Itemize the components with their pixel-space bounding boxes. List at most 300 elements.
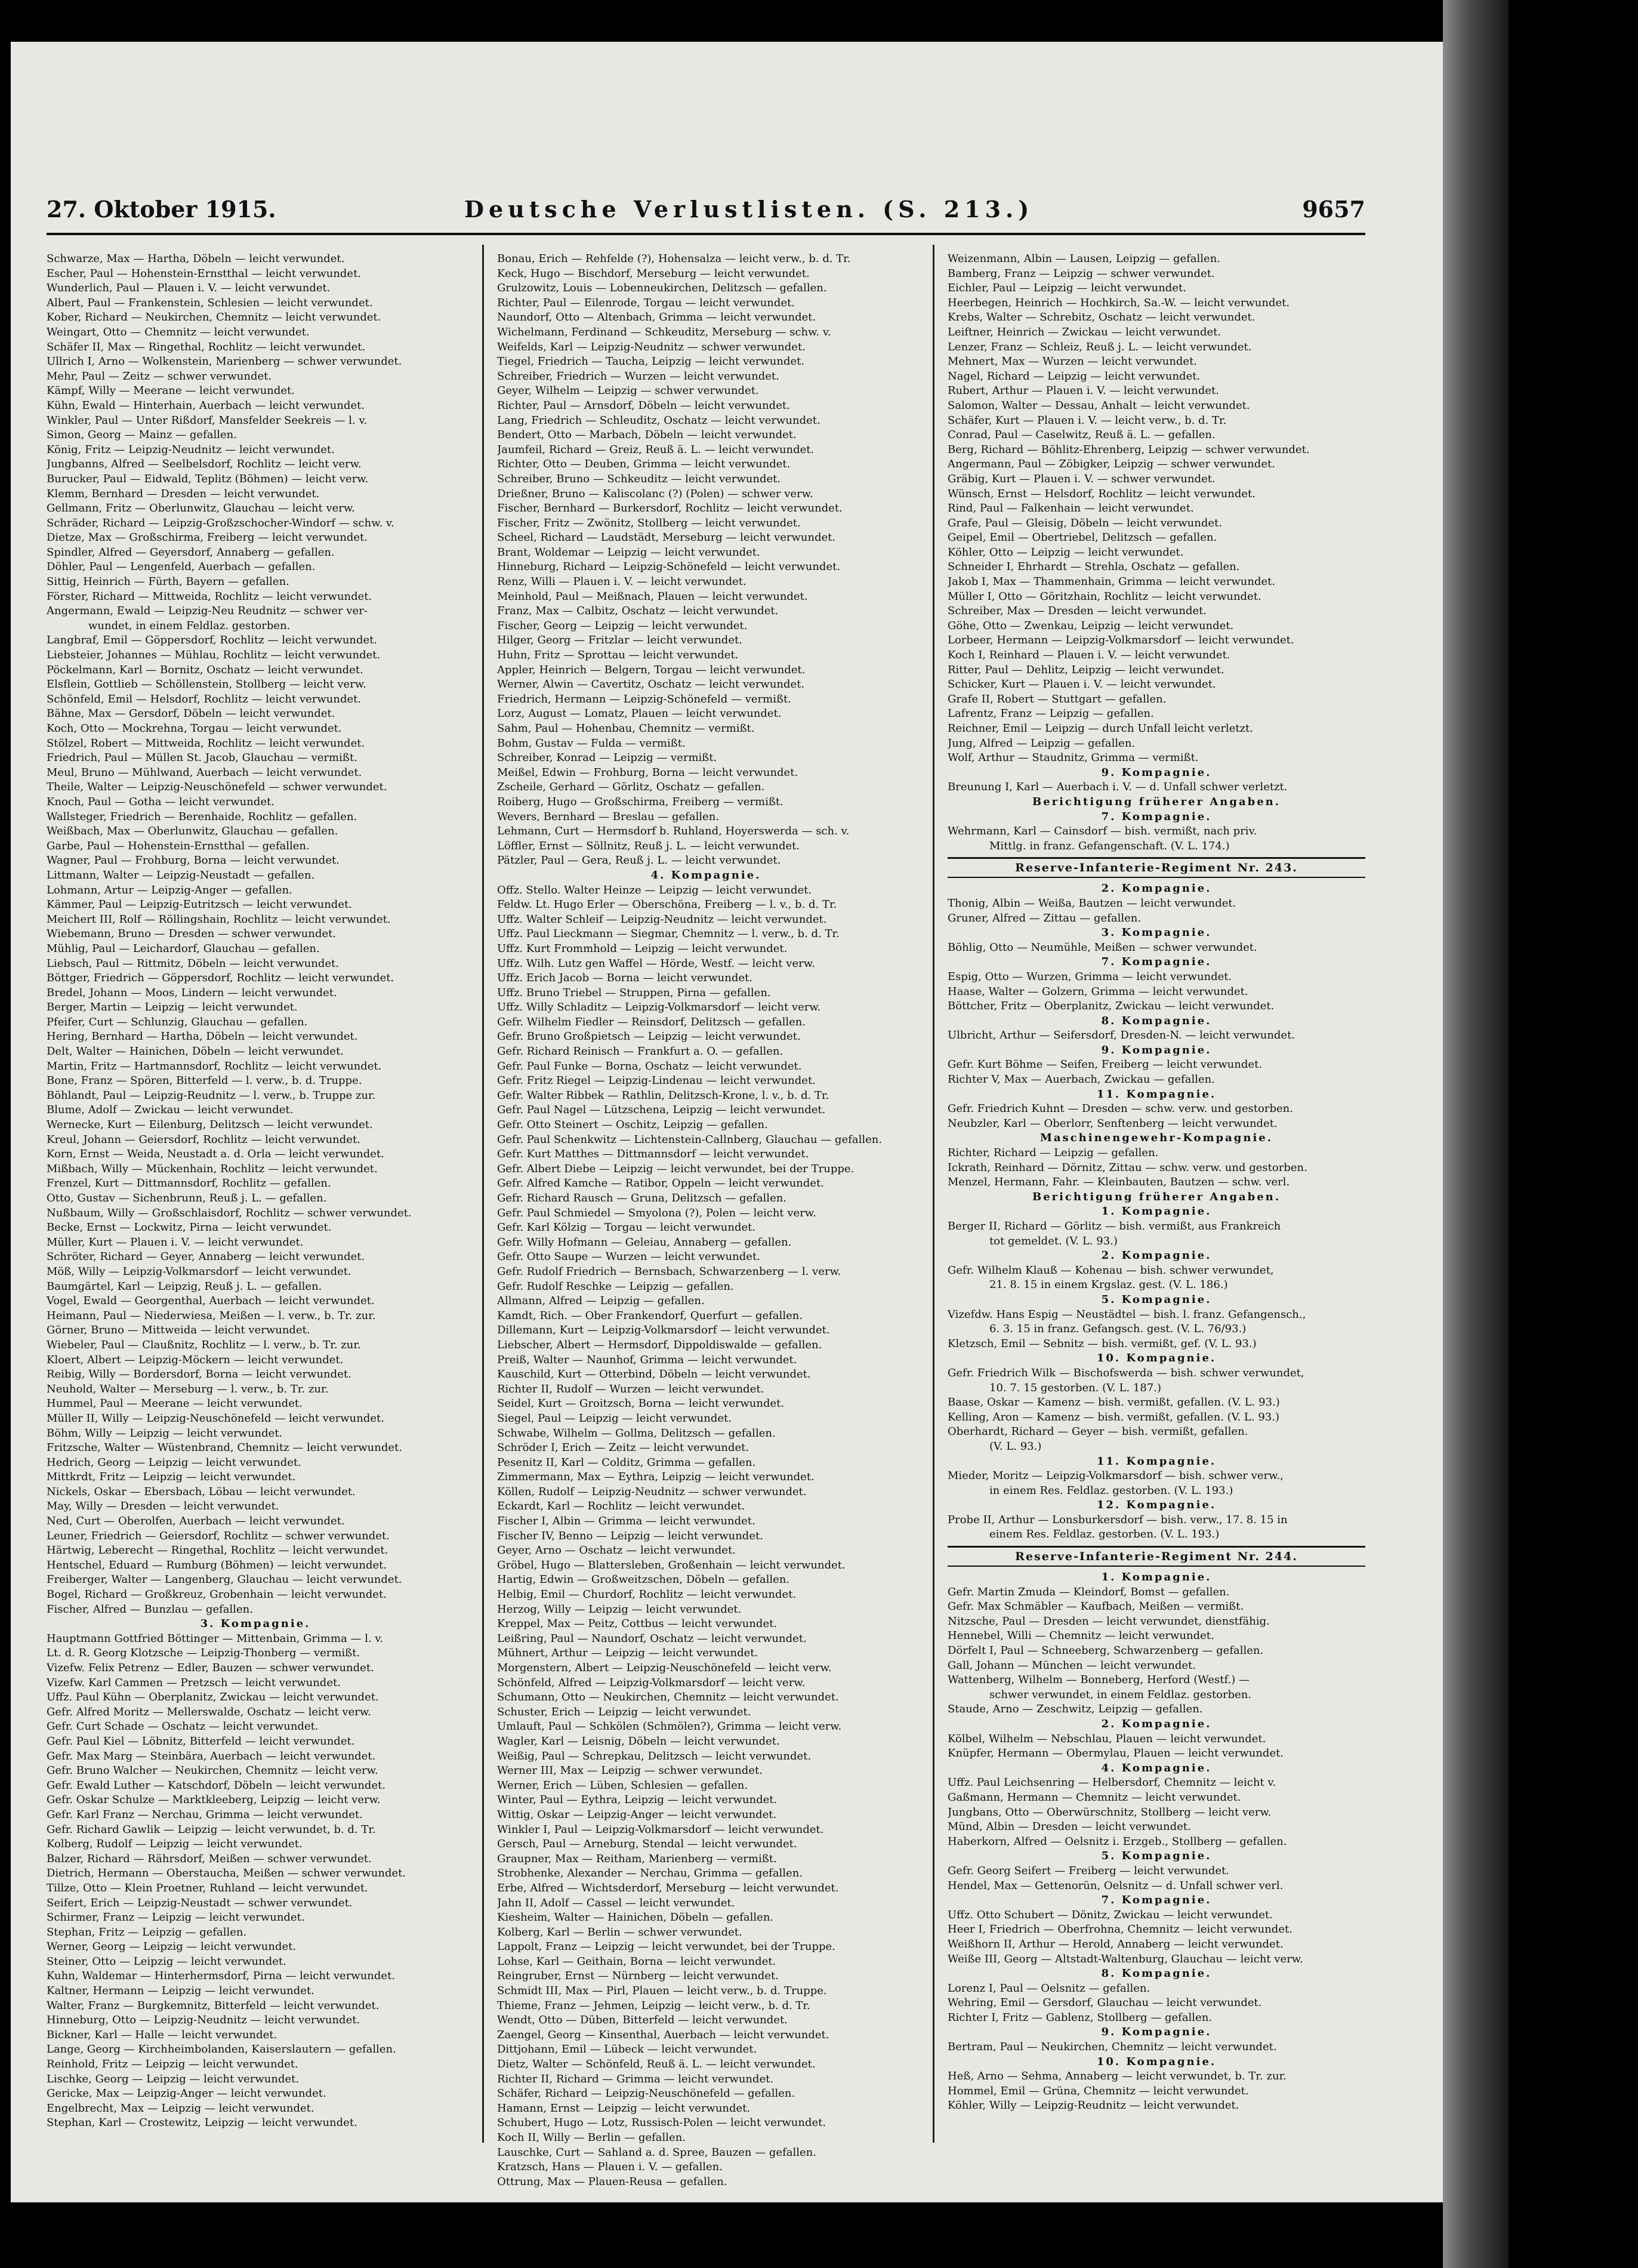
header-rule [47, 233, 1365, 235]
casualty-entry: Gefr. Willy Hofmann — Geleiau, Annaberg — gefallen. [497, 1235, 792, 1249]
casualty-entry: Strobhenke, Alexander — Nerchau, Grimma — gefallen. [497, 1867, 803, 1880]
section-heading: 5. Kompagnie. [1101, 1850, 1212, 1863]
casualty-entry: Richter, Otto — Deuben, Grimma — leicht verwundet. [497, 458, 791, 471]
section-heading: Berichtigung früherer Angaben. [1032, 1190, 1281, 1203]
casualty-entry: Schönfeld, Alfred — Leipzig-Volkmarsdorf — leicht verw. [497, 1676, 806, 1689]
section-heading: 1. Kompagnie. [1101, 1205, 1212, 1218]
casualty-entry: Bone, Franz — Spören, Bitterfeld — l. verw., b. d. Truppe. [47, 1074, 362, 1087]
section-heading: 4. Kompagnie. [650, 868, 761, 882]
casualty-entry: Kolberg, Karl — Berlin — schwer verwundet. [497, 1925, 742, 1939]
casualty-entry: Weiße III, Georg — Altstadt-Waltenburg, Glauchau — leicht verw. [948, 1952, 1303, 1965]
casualty-entry: Gefr. Georg Seifert — Freiberg — leicht verwundet. [948, 1864, 1230, 1877]
casualty-entry: Gefr. Otto Saupe — Wurzen — leicht verwundet. [497, 1250, 760, 1264]
casualty-entry: Dillemann, Kurt — Leipzig-Volkmarsdorf — leicht verwundet. [497, 1324, 830, 1337]
casualty-entry: Winkler, Paul — Unter Rißdorf, Mansfelder Seekreis — l. v. [47, 414, 368, 427]
casualty-entry: Schicker, Kurt — Plauen i. V. — leicht verwundet. [948, 678, 1216, 691]
casualty-entry: Weißig, Paul — Schrepkau, Delitzsch — leicht verwundet. [497, 1749, 812, 1762]
casualty-entry: Uffz. Bruno Triebel — Struppen, Pirna — gefallen. [497, 986, 771, 999]
casualty-entry: Mieder, Moritz — Leipzig-Volkmarsdorf — bish. schwer verw., [948, 1469, 1284, 1483]
casualty-entry: Richter, Paul — Eilenrode, Torgau — leicht verwundet. [497, 296, 795, 309]
casualty-entry: Gefr. Curt Schade — Oschatz — leicht verwundet. [47, 1720, 319, 1733]
regiment-heading: Reserve-Infanterie-Regiment Nr. 244. [948, 1546, 1365, 1567]
column-divider [933, 245, 934, 2143]
casualty-entry: Mißbach, Willy — Mückenhain, Rochlitz — leicht verwundet. [47, 1162, 378, 1175]
casualty-entry: Zimmermann, Max — Eythra, Leipzig — leicht verwundet. [497, 1471, 815, 1484]
casualty-entry: Gellmann, Fritz — Oberlunwitz, Glauchau — leicht verw. [47, 502, 355, 515]
section-heading: 2. Kompagnie. [1101, 882, 1212, 895]
casualty-entry: Werner III, Max — Leipzig — schwer verwundet. [497, 1764, 763, 1777]
section-heading: 9. Kompagnie. [1101, 766, 1212, 779]
casualty-entry: Gefr. Richard Rausch — Gruna, Delitzsch — gefallen. [497, 1192, 787, 1204]
casualty-entry: Staude, Arno — Zeschwitz, Leipzig — gefallen. [948, 1703, 1203, 1716]
section-heading: 7. Kompagnie. [1101, 810, 1212, 823]
casualty-entry: Uffz. Paul Lieckmann — Siegmar, Chemnitz — l. verw., b. d. Tr. [497, 927, 840, 941]
casualty-entry: Gefr. Karl Franz — Nerchau, Grimma — leicht verwundet. [47, 1808, 363, 1821]
casualty-entry: Richter II, Richard — Grimma — leicht verwundet. [497, 2072, 774, 2085]
casualty-entry: Thieme, Franz — Jehmen, Leipzig — leicht verw., b. d. Tr. [497, 1999, 810, 2012]
casualty-entry: Siegel, Paul — Leipzig — leicht verwundet. [497, 1412, 732, 1425]
casualty-entry: Keck, Hugo — Bischdorf, Merseburg — leicht verwundet. [497, 267, 810, 280]
casualty-entry: Hendel, Max — Gettenorün, Oelsnitz — d. Unfall schwer verl. [948, 1879, 1284, 1892]
casualty-entry: Göhe, Otto — Zwenkau, Leipzig — leicht verwundet. [948, 619, 1234, 632]
section-heading: 2. Kompagnie. [1101, 1249, 1212, 1262]
casualty-entry: Lappolt, Franz — Leipzig — leicht verwundet, bei der Truppe. [497, 1940, 835, 1953]
casualty-entry: Knüpfer, Hermann — Obermylau, Plauen — leicht verwundet. [948, 1747, 1284, 1760]
casualty-entry: Renz, Willi — Plauen i. V. — leicht verwundet. [497, 575, 746, 588]
casualty-entry: Uffz. Willy Schladitz — Leipzig-Volkmarsdorf — leicht verw. [497, 1001, 821, 1014]
casualty-entry: Kreppel, Max — Peitz, Cottbus — leicht verwundet. [497, 1617, 778, 1631]
casualty-entry: Roiberg, Hugo — Großschirma, Freiberg — vermißt. [497, 795, 783, 808]
casualty-entry: Wattenberg, Wilhelm — Bonneberg, Herford (Westf.) — [948, 1674, 1250, 1687]
page-header [47, 196, 1365, 228]
casualty-entry: Offz. Stello. Walter Heinze — Leipzig — leicht verwundet. [497, 883, 812, 896]
text-column-left [47, 252, 464, 2131]
casualty-entry: Gefr. Fritz Riegel — Leipzig-Lindenau — leicht verwundet. [497, 1074, 816, 1087]
casualty-entry: Appler, Heinrich — Belgern, Torgau — leicht verwundet. [497, 663, 806, 676]
casualty-entry: Fischer IV, Benno — Leipzig — leicht verwundet. [497, 1529, 763, 1542]
casualty-entry: Uffz. Paul Leichsenring — Helbersdorf, Chemnitz — leicht v. [948, 1776, 1276, 1789]
casualty-entry: Richter II, Rudolf — Wurzen — leicht verwundet. [497, 1382, 764, 1395]
casualty-entry: Morgenstern, Albert — Leipzig-Neuschönefeld — leicht verw. [497, 1662, 832, 1674]
casualty-entry: Gefr. Alfred Kamche — Ratibor, Oppeln — leicht verwundet. [497, 1177, 825, 1190]
casualty-entry: Dörfelt I, Paul — Schneeberg, Schwarzenberg — gefallen. [948, 1644, 1264, 1657]
section-heading: 8. Kompagnie. [1101, 1014, 1212, 1027]
casualty-entry: Friedrich, Paul — Müllen St. Jacob, Glauchau — vermißt. [47, 751, 357, 765]
section-heading: 9. Kompagnie. [1101, 2026, 1212, 2039]
casualty-entry: einem Res. Feldlaz. gestorben. (V. L. 193.) [989, 1528, 1220, 1541]
casualty-entry: Schräder, Richard — Leipzig-Großzschocher-Windorf — schw. v. [47, 516, 394, 529]
casualty-entry: Blume, Adolf — Zwickau — leicht verwundet. [47, 1104, 294, 1117]
casualty-entry: Vizefdw. Hans Espig — Neustädtel — bish. l. franz. Gefangensch., [948, 1308, 1306, 1321]
casualty-entry: Eckardt, Karl — Rochlitz — leicht verwundet. [497, 1500, 745, 1513]
casualty-entry: schwer verwundet, in einem Feldlaz. gestorben. [989, 1688, 1252, 1701]
casualty-entry: Görner, Bruno — Mittweida — leicht verwundet. [47, 1324, 310, 1337]
casualty-entry: Mittkrdt, Fritz — Leipzig — leicht verwundet. [47, 1471, 296, 1484]
casualty-entry: Gefr. Rudolf Friedrich — Bernsbach, Schwarzenberg — l. verw. [497, 1265, 841, 1278]
casualty-entry: Mittlg. in franz. Gefangenschaft. (V. L. 174.) [989, 839, 1230, 852]
casualty-entry: Ulbricht, Arthur — Seifersdorf, Dresden-N. — leicht verwundet. [948, 1029, 1295, 1042]
casualty-entry: Walter, Franz — Burgkemnitz, Bitterfeld — leicht verwundet. [47, 1999, 380, 2012]
casualty-entry: Schäfer, Richard — Leipzig-Neuschönefeld — gefallen. [497, 2087, 795, 2100]
casualty-entry: König, Fritz — Leipzig-Neudnitz — leicht verwundet. [47, 443, 335, 456]
casualty-entry: Gefr. Walter Ribbek — Rathlin, Delitzsch-Krone, l. v., b. d. Tr. [497, 1089, 829, 1102]
casualty-entry: Lauschke, Curt — Sahland a. d. Spree, Bauzen — gefallen. [497, 2146, 816, 2159]
casualty-entry: Bogel, Richard — Großkreuz, Grobenhain — leicht verwundet. [47, 1588, 387, 1601]
casualty-entry: Döhler, Paul — Lengenfeld, Auerbach — gefallen. [47, 560, 316, 574]
casualty-entry: Schröder I, Erich — Zeitz — leicht verwundet. [497, 1441, 749, 1455]
casualty-entry: Grafe, Paul — Gleisig, Döbeln — leicht verwundet. [948, 516, 1222, 529]
section-heading: 2. Kompagnie. [1101, 1718, 1212, 1730]
text-column-middle [497, 252, 915, 2189]
casualty-entry: Heer I, Friedrich — Oberfrohna, Chemnitz — leicht verwundet. [948, 1923, 1292, 1936]
casualty-entry: Huhn, Fritz — Sprottau — leicht verwundet. [497, 649, 739, 662]
casualty-entry: Koch, Otto — Mockrehna, Torgau — leicht verwundet. [47, 722, 342, 735]
casualty-entry: Gröbel, Hugo — Blattersleben, Großenhain — leicht verwundet. [497, 1558, 846, 1571]
casualty-entry: Stephan, Fritz — Leipzig — gefallen. [47, 1925, 247, 1939]
casualty-entry: Tiegel, Friedrich — Taucha, Leipzig — leicht verwundet. [497, 355, 805, 368]
casualty-entry: Vogel, Ewald — Georgenthal, Auerbach — leicht verwundet. [47, 1295, 375, 1308]
casualty-entry: Bickner, Karl — Halle — leicht verwundet. [47, 2028, 277, 2041]
casualty-entry: Jahn II, Adolf — Cassel — leicht verwundet. [497, 1896, 735, 1909]
casualty-entry: Probe II, Arthur — Lonsburkersdorf — bish. verw., 17. 8. 15 in [948, 1513, 1288, 1526]
casualty-entry: Böttcher, Fritz — Oberplanitz, Zwickau — leicht verwundet. [948, 1000, 1275, 1013]
casualty-entry: Gefr. Kurt Matthes — Dittmannsdorf — leicht verwundet. [497, 1148, 809, 1161]
casualty-entry: Lorz, August — Lomatz, Plauen — leicht verwundet. [497, 707, 782, 720]
casualty-entry: Köhler, Otto — Leipzig — leicht verwundet. [948, 546, 1184, 559]
casualty-entry: Böhlig, Otto — Neumühle, Meißen — schwer verwundet. [948, 941, 1257, 954]
section-heading: 12. Kompagnie. [1096, 1499, 1217, 1512]
casualty-entry: Mehr, Paul — Zeitz — schwer verwundet. [47, 369, 272, 383]
casualty-entry: Wiebemann, Bruno — Dresden — schwer verwundet. [47, 927, 337, 941]
casualty-entry: Lafrentz, Franz — Leipzig — gefallen. [948, 707, 1154, 720]
casualty-entry: Wallsteger, Friedrich — Berenhaide, Rochlitz — gefallen. [47, 810, 357, 823]
casualty-entry: Fischer I, Albin — Grimma — leicht verwundet. [497, 1515, 755, 1528]
casualty-entry: Richter V, Max — Auerbach, Zwickau — gefallen. [948, 1073, 1215, 1086]
casualty-entry: in einem Res. Feldlaz. gestorben. (V. L. 193.) [989, 1484, 1233, 1497]
casualty-entry: Lohse, Karl — Geithain, Borna — leicht verwundet. [497, 1955, 776, 1968]
casualty-entry: Wendt, Otto — Düben, Bitterfeld — leicht verwundet. [497, 2014, 788, 2027]
casualty-entry: Meichert III, Rolf — Röllingshain, Rochlitz — leicht verwundet. [47, 913, 391, 926]
casualty-entry: Dietz, Walter — Schönfeld, Reuß ä. L. — leicht verwundet. [497, 2058, 816, 2071]
casualty-entry: Helbig, Emil — Churdorf, Rochlitz — leicht verwundet. [497, 1588, 797, 1601]
column-divider [482, 245, 484, 2143]
casualty-entry: Wolf, Arthur — Staudnitz, Grimma — vermißt. [948, 751, 1199, 765]
casualty-entry: Neuhold, Walter — Merseburg — l. verw., b. Tr. zur. [47, 1382, 329, 1395]
casualty-entry: Geyer, Arno — Oschatz — leicht verwundet. [497, 1544, 736, 1557]
casualty-entry: Reichner, Emil — Leipzig — durch Unfall leicht verletzt. [948, 722, 1254, 735]
casualty-entry: Gaßmann, Hermann — Chemnitz — leicht verwundet. [948, 1791, 1241, 1804]
casualty-entry: Wevers, Bernhard — Breslau — gefallen. [497, 810, 720, 823]
casualty-entry: Reinhold, Fritz — Leipzig — leicht verwundet. [47, 2058, 298, 2071]
casualty-entry: Müller, Kurt — Plauen i. V. — leicht verwundet. [47, 1235, 304, 1249]
casualty-entry: Kletzsch, Emil — Sebnitz — bish. vermißt, gef. (V. L. 93.) [948, 1337, 1257, 1350]
casualty-entry: Espig, Otto — Wurzen, Grimma — leicht verwundet. [948, 970, 1232, 983]
casualty-entry: Knoch, Paul — Gotha — leicht verwundet. [47, 795, 274, 808]
casualty-entry: Neubzler, Karl — Oberlorr, Senftenberg — leicht verwundet. [948, 1117, 1278, 1130]
casualty-entry: Müller II, Willy — Leipzig-Neuschönefeld — leicht verwundet. [47, 1412, 384, 1425]
casualty-entry: Weingart, Otto — Chemnitz — leicht verwundet. [47, 325, 310, 338]
casualty-entry: Hedrich, Georg — Leipzig — leicht verwundet. [47, 1456, 301, 1469]
casualty-entry: Uffz. Walter Schleif — Leipzig-Neudnitz — leicht verwundet. [497, 913, 827, 926]
casualty-entry: Kreul, Johann — Geiersdorf, Rochlitz — leicht verwundet. [47, 1133, 360, 1146]
casualty-entry: Jungbans, Otto — Oberwürschnitz, Stollberg — leicht verw. [948, 1805, 1272, 1819]
section-heading: 11. Kompagnie. [1096, 1087, 1217, 1101]
casualty-entry: Lt. d. R. Georg Klotzsche — Leipzig-Thonberg — vermißt. [47, 1647, 360, 1660]
casualty-entry: Hamann, Ernst — Leipzig — leicht verwundet. [497, 2101, 751, 2115]
casualty-entry: Ritter, Paul — Dehlitz, Leipzig — leicht verwundet. [948, 663, 1224, 676]
casualty-entry: Fischer, Georg — Leipzig — leicht verwundet. [497, 619, 748, 632]
casualty-entry: Gräbig, Kurt — Plauen i. V. — schwer verwundet. [948, 472, 1216, 485]
casualty-entry: Nagel, Richard — Leipzig — leicht verwundet. [948, 369, 1201, 383]
casualty-entry: Baase, Oskar — Kamenz — bish. vermißt, gefallen. (V. L. 93.) [948, 1396, 1280, 1409]
casualty-entry: Heß, Arno — Sehma, Annaberg — leicht verwundet, b. Tr. zur. [948, 2070, 1287, 2083]
casualty-entry: Dietrich, Hermann — Oberstaucha, Meißen — schwer verwundet. [47, 1867, 406, 1880]
casualty-entry: Gefr. Paul Schenkwitz — Lichtenstein-Callnberg, Glauchau — gefallen. [497, 1133, 883, 1146]
casualty-entry: Gefr. Oskar Schulze — Marktkleeberg, Leipzig — leicht verw. [47, 1794, 381, 1807]
section-heading: 3. Kompagnie. [200, 1617, 311, 1631]
casualty-entry: Möß, Willy — Leipzig-Volkmarsdorf — leicht verwundet. [47, 1265, 351, 1278]
casualty-entry: Schuster, Erich — Leipzig — leicht verwundet. [497, 1705, 751, 1718]
casualty-entry: Garbe, Paul — Hohenstein-Ernstthal — gefallen. [47, 839, 310, 852]
casualty-entry: Feldw. Lt. Hugo Erler — Oberschöna, Freiberg — l. v., b. d. Tr. [497, 898, 837, 911]
casualty-entry: Fischer, Bernhard — Burkersdorf, Rochlitz — leicht verwundet. [497, 502, 843, 515]
casualty-entry: Conrad, Paul — Caselwitz, Reuß ä. L. — gefallen. [948, 429, 1216, 442]
casualty-entry: Heimann, Paul — Niederwiesa, Meißen — l. verw., b. Tr. zur. [47, 1309, 376, 1322]
casualty-entry: Lenzer, Franz — Schleiz, Reuß j. L. — leicht verwundet. [948, 340, 1252, 353]
casualty-entry: Otto, Gustav — Sichenbrunn, Reuß j. L. — gefallen. [47, 1192, 327, 1204]
casualty-entry: Vizefw. Felix Petrenz — Edler, Bauzen — schwer verwundet. [47, 1662, 374, 1674]
casualty-entry: Köllen, Rudolf — Leipzig-Neudnitz — schwer verwundet. [497, 1485, 807, 1498]
casualty-entry: Schubert, Hugo — Lotz, Russisch-Polen — leicht verwundet. [497, 2116, 826, 2130]
casualty-entry: Werner, Alwin — Cavertitz, Oschatz — leicht verwundet. [497, 678, 805, 691]
casualty-entry: Oberhardt, Richard — Geyer — bish. vermißt, gefallen. [948, 1425, 1248, 1438]
casualty-entry: Winter, Paul — Eythra, Leipzig — leicht verwundet. [497, 1794, 778, 1807]
casualty-entry: Gefr. Rudolf Reschke — Leipzig — gefallen. [497, 1280, 734, 1293]
casualty-entry: Friedrich, Hermann — Leipzig-Schönefeld — vermißt. [497, 692, 791, 705]
section-heading: 7. Kompagnie. [1101, 1894, 1212, 1907]
casualty-entry: Gericke, Max — Leipzig-Anger — leicht verwundet. [47, 2087, 326, 2100]
casualty-entry: Drießner, Bruno — Kaliscolanc (?) (Polen) — schwer verw. [497, 487, 813, 500]
casualty-entry: Meul, Bruno — Mühlwand, Auerbach — leicht verwundet. [47, 766, 362, 779]
casualty-entry: Wichelmann, Ferdinand — Schkeuditz, Merseburg — schw. v. [497, 325, 831, 338]
casualty-entry: Nußbaum, Willy — Großschlaisdorf, Rochlitz — schwer verwundet. [47, 1206, 412, 1219]
casualty-entry: Gefr. Friedrich Wilk — Bischofswerda — bish. schwer verwundet, [948, 1366, 1304, 1379]
casualty-entry: Hennebel, Willi — Chemnitz — leicht verwundet. [948, 1629, 1214, 1643]
casualty-entry: Jakob I, Max — Thammenhain, Grimma — leicht verwundet. [948, 575, 1276, 588]
casualty-entry: Böhm, Willy — Leipzig — leicht verwundet. [47, 1426, 283, 1440]
casualty-entry: Stölzel, Robert — Mittweida, Rochlitz — leicht verwundet. [47, 737, 365, 750]
casualty-entry: Liebscher, Albert — Hermsdorf, Dippoldiswalde — gefallen. [497, 1338, 822, 1351]
casualty-entry: Kamdt, Rich. — Ober Frankendorf, Querfurt — gefallen. [497, 1309, 803, 1322]
casualty-entry: Grulzowitz, Louis — Lobenneukirchen, Delitzsch — gefallen. [497, 282, 827, 295]
casualty-entry: Jung, Alfred — Leipzig — gefallen. [948, 737, 1136, 750]
casualty-entry: Ickrath, Reinhard — Dörnitz, Zittau — schw. verw. und gestorben. [948, 1161, 1307, 1174]
casualty-entry: Ullrich I, Arno — Wolkenstein, Marienberg — schwer verwundet. [47, 355, 402, 368]
casualty-entry: Becke, Ernst — Lockwitz, Pirna — leicht verwundet. [47, 1221, 332, 1234]
section-heading: 5. Kompagnie. [1101, 1293, 1212, 1306]
casualty-entry: Stephan, Karl — Crostewitz, Leipzig — leicht verwundet. [47, 2116, 357, 2130]
casualty-entry: Frenzel, Kurt — Dittmannsdorf, Rochlitz — gefallen. [47, 1177, 331, 1190]
regiment-heading: Reserve-Infanterie-Regiment Nr. 243. [948, 857, 1365, 878]
casualty-entry: Gefr. Martin Zmuda — Kleindorf, Bomst — gefallen. [948, 1585, 1230, 1598]
casualty-entry: Gall, Johann — München — leicht verwundet. [948, 1659, 1196, 1672]
casualty-entry: Angermann, Paul — Zöbigker, Leipzig — schwer verwundet. [948, 458, 1275, 471]
casualty-entry: Allmann, Alfred — Leipzig — gefallen. [497, 1295, 705, 1308]
casualty-entry: tot gemeldet. (V. L. 93.) [989, 1234, 1118, 1247]
casualty-entry: Gefr. Wilhelm Klauß — Kohenau — bish. schwer verwundet, [948, 1264, 1274, 1277]
casualty-entry: 21. 8. 15 in einem Krgslaz. gest. (V. L. 186.) [989, 1278, 1228, 1292]
casualty-entry: Herzog, Willy — Leipzig — leicht verwundet. [497, 1603, 742, 1616]
section-heading: 3. Kompagnie. [1101, 926, 1212, 939]
casualty-entry: Rind, Paul — Falkenhain — leicht verwundet. [948, 502, 1194, 515]
casualty-entry: Uffz. Erich Jacob — Borna — leicht verwundet. [497, 972, 752, 985]
casualty-entry: Bertram, Paul — Neukirchen, Chemnitz — leicht verwundet. [948, 2041, 1277, 2054]
casualty-entry: Engelbrecht, Max — Leipzig — leicht verwundet. [47, 2101, 314, 2115]
casualty-entry: Ottrung, Max — Plauen-Reusa — gefallen. [497, 2175, 727, 2188]
casualty-entry: Berger II, Richard — Görlitz — bish. vermißt, aus Frankreich [948, 1220, 1281, 1232]
casualty-entry: Gefr. Richard Reinisch — Frankfurt a. O. — gefallen. [497, 1045, 783, 1058]
casualty-entry: Kelling, Aron — Kamenz — bish. vermißt, gefallen. (V. L. 93.) [948, 1410, 1279, 1423]
casualty-entry: Wernecke, Kurt — Eilenburg, Delitzsch — leicht verwundet. [47, 1118, 373, 1132]
casualty-entry: Lorbeer, Hermann — Leipzig-Volkmarsdorf — leicht verwundet. [948, 634, 1294, 647]
casualty-entry: Seidel, Kurt — Groitzsch, Borna — leicht verwundet. [497, 1397, 785, 1410]
casualty-entry: Weifelds, Karl — Leipzig-Neudnitz — schwer verwundet. [497, 340, 806, 353]
casualty-entry: Fischer, Alfred — Bunzlau — gefallen. [47, 1603, 253, 1616]
casualty-entry: Menzel, Hermann, Fahr. — Kleinbauten, Bautzen — schw. verl. [948, 1176, 1290, 1189]
casualty-entry: Umlauft, Paul — Schkölen (Schmölen?), Grimma — leicht verw. [497, 1720, 842, 1733]
casualty-entry: Graupner, Max — Reitham, Marienberg — vermißt. [497, 1852, 777, 1865]
casualty-entry: Mühlig, Paul — Leichardorf, Glauchau — gefallen. [47, 942, 320, 955]
casualty-entry: Kaltner, Hermann — Leipzig — leicht verwundet. [47, 1984, 314, 1998]
casualty-entry: Fischer, Fritz — Zwönitz, Stollberg — leicht verwundet. [497, 516, 801, 529]
casualty-entry: Schumann, Otto — Neukirchen, Chemnitz — leicht verwundet. [497, 1691, 839, 1704]
casualty-entry: Gefr. Max Schmäbler — Kaufbach, Meißen — vermißt. [948, 1600, 1244, 1613]
casualty-entry: Förster, Richard — Mittweida, Rochlitz — leicht verwundet. [47, 590, 372, 603]
casualty-entry: Haase, Walter — Golzern, Grimma — leicht verwundet. [948, 985, 1248, 998]
newspaper-page [11, 42, 1443, 2202]
casualty-entry: Gefr. Ewald Luther — Katschdorf, Döbeln — leicht verwundet. [47, 1779, 386, 1792]
casualty-entry: Delt, Walter — Hainichen, Döbeln — leicht verwundet. [47, 1045, 344, 1058]
casualty-entry: Sahm, Paul — Hohenbau, Chemnitz — vermißt. [497, 722, 755, 735]
section-heading: 4. Kompagnie. [1101, 1761, 1212, 1774]
casualty-entry: Burucker, Paul — Eidwald, Teplitz (Böhmen) — leicht verw. [47, 472, 369, 485]
casualty-entry: Kämpf, Willy — Meerane — leicht verwundet. [47, 384, 295, 397]
casualty-entry: Uffz. Otto Schubert — Dönitz, Zwickau — leicht verwundet. [948, 1908, 1273, 1921]
casualty-entry: Gefr. Paul Funke — Borna, Oschatz — leicht verwundet. [497, 1059, 802, 1073]
casualty-entry: Pöckelmann, Karl — Bornitz, Oschatz — leicht verwundet. [47, 663, 363, 676]
casualty-entry: Lorenz I, Paul — Oelsnitz — gefallen. [948, 1982, 1150, 1995]
casualty-entry: Heerbegen, Heinrich — Hochkirch, Sa.-W. — leicht verwundet. [948, 296, 1290, 309]
casualty-entry: Richter I, Fritz — Gablenz, Stollberg — gefallen. [948, 2011, 1213, 2024]
casualty-entry: Kloert, Albert — Leipzig-Möckern — leicht verwundet. [47, 1353, 344, 1366]
casualty-entry: Vizefw. Karl Cammen — Pretzsch — leicht verwundet. [47, 1676, 341, 1689]
casualty-entry: Schneider I, Ehrhardt — Strehla, Oschatz — gefallen. [948, 560, 1240, 574]
casualty-entry: Weizenmann, Albin — Lausen, Leipzig — gefallen. [948, 252, 1221, 265]
casualty-entry: Steiner, Otto — Leipzig — leicht verwundet. [47, 1955, 286, 1968]
casualty-entry: Wagner, Paul — Frohburg, Borna — leicht verwundet. [47, 854, 340, 867]
casualty-entry: Langbraf, Emil — Göppersdorf, Rochlitz — leicht verwundet. [47, 634, 378, 647]
casualty-entry: Martin, Fritz — Hartmannsdorf, Rochlitz — leicht verwundet. [47, 1059, 382, 1073]
casualty-entry: Rubert, Arthur — Plauen i. V. — leicht verwundet. [948, 384, 1219, 397]
casualty-entry: Leuner, Friedrich — Geiersdorf, Rochlitz — schwer verwundet. [47, 1529, 390, 1542]
casualty-entry: Wiebeler, Paul — Claußnitz, Rochlitz — l. verw., b. Tr. zur. [47, 1338, 361, 1351]
casualty-entry: Sittig, Heinrich — Fürth, Bayern — gefallen. [47, 575, 289, 588]
casualty-entry: Härtwig, Leberecht — Ringethal, Rochlitz — leicht verwundet. [47, 1544, 388, 1557]
casualty-entry: Gefr. Bruno Walcher — Neukirchen, Chemnitz — leicht verw. [47, 1764, 378, 1777]
casualty-entry: Pätzler, Paul — Gera, Reuß j. L. — leicht verwundet. [497, 854, 781, 867]
casualty-entry: Schönfeld, Emil — Helsdorf, Rochlitz — leicht verwundet. [47, 692, 362, 705]
casualty-entry: Schäfer II, Max — Ringethal, Rochlitz — leicht verwundet. [47, 340, 366, 353]
casualty-entry: Bendert, Otto — Marbach, Döbeln — leicht verwundet. [497, 429, 797, 442]
casualty-entry: Böhlandt, Paul — Leipzig-Reudnitz — l. verw., b. Truppe zur. [47, 1089, 376, 1102]
casualty-entry: Uffz. Paul Kühn — Oberplanitz, Zwickau — leicht verwundet. [47, 1691, 379, 1704]
casualty-entry: Franz, Max — Calbitz, Oschatz — leicht verwundet. [497, 605, 779, 618]
casualty-entry: Theile, Walter — Leipzig-Neuschönefeld — schwer verwundet. [47, 781, 387, 794]
casualty-entry: Kölbel, Wilhelm — Nebschlau, Plauen — leicht verwundet. [948, 1732, 1266, 1745]
casualty-entry: Geyer, Wilhelm — Leipzig — schwer verwundet. [497, 384, 759, 397]
casualty-entry: Schäfer, Kurt — Plauen i. V. — leicht verw., b. d. Tr. [948, 414, 1227, 427]
casualty-entry: Leiftner, Heinrich — Zwickau — leicht verwundet. [948, 325, 1221, 338]
casualty-entry: Wünsch, Ernst — Helsdorf, Rochlitz — leicht verwundet. [948, 487, 1256, 500]
casualty-entry: Albert, Paul — Frankenstein, Schlesien — leicht verwundet. [47, 296, 373, 309]
casualty-entry: Schreiber, Bruno — Schkeuditz — leicht verwundet. [497, 472, 781, 485]
header-title: Deutsche Verlustlisten. (S. 213.) [464, 196, 1034, 223]
casualty-entry: Jaumfeil, Richard — Greiz, Reuß ä. L. — leicht verwundet. [497, 443, 815, 456]
casualty-entry: Schwarze, Max — Hartha, Döbeln — leicht verwundet. [47, 252, 345, 265]
casualty-entry: Gefr. Paul Schmiedel — Smyolona (?), Polen — leicht verw. [497, 1206, 816, 1219]
casualty-entry: Kühn, Ewald — Hinterhain, Auerbach — leicht verwundet. [47, 399, 365, 412]
section-heading: 9. Kompagnie. [1101, 1043, 1212, 1056]
casualty-entry: Lange, Georg — Kirchheimbolanden, Kaiserslautern — gefallen. [47, 2043, 396, 2056]
casualty-entry: Reibig, Willy — Bordersdorf, Borna — leicht verwundet. [47, 1368, 351, 1381]
section-heading: 1. Kompagnie. [1101, 1571, 1212, 1584]
casualty-entry: Bonau, Erich — Rehfelde (?), Hohensalza — leicht verw., b. d. Tr. [497, 252, 851, 265]
casualty-entry: Hering, Bernhard — Hartha, Döbeln — leicht verwundet. [47, 1030, 358, 1043]
casualty-entry: Zaengel, Georg — Kinsenthal, Auerbach — leicht verwundet. [497, 2028, 829, 2041]
section-heading: 10. Kompagnie. [1096, 2055, 1217, 2068]
casualty-entry: Hinneburg, Otto — Leipzig-Neudnitz — leicht verwundet. [47, 2014, 360, 2027]
casualty-entry: Escher, Paul — Hohenstein-Ernstthal — leicht verwundet. [47, 267, 362, 280]
casualty-entry: Schmidt III, Max — Pirl, Plauen — leicht verw., b. d. Truppe. [497, 1984, 827, 1998]
casualty-entry: Krebs, Walter — Schrebitz, Oschatz — leicht verwundet. [948, 311, 1256, 324]
casualty-entry: Gefr. Richard Gawlik — Leipzig — leicht verwundet, b. d. Tr. [47, 1823, 376, 1836]
casualty-entry: Löffler, Ernst — Söllnitz, Reuß j. L. — leicht verwundet. [497, 839, 800, 852]
casualty-entry: Schreiber, Max — Dresden — leicht verwundet. [948, 605, 1207, 618]
casualty-entry: Gruner, Alfred — Zittau — gefallen. [948, 911, 1142, 925]
casualty-entry: Müller I, Otto — Göritzhain, Rochlitz — leicht verwundet. [948, 590, 1261, 603]
casualty-entry: Wehring, Emil — Gersdorf, Glauchau — leicht verwundet. [948, 1996, 1262, 2010]
casualty-entry: Pesenitz II, Karl — Colditz, Grimma — gefallen. [497, 1456, 756, 1469]
casualty-entry: Kratzsch, Hans — Plauen i. V. — gefallen. [497, 2161, 723, 2174]
casualty-entry: Lang, Friedrich — Schleuditz, Oschatz — leicht verwundet. [497, 414, 820, 427]
casualty-entry: Kämmer, Paul — Leipzig-Eutritzsch — leicht verwundet. [47, 898, 352, 911]
casualty-entry: Meißel, Edwin — Frohburg, Borna — leicht verwundet. [497, 766, 798, 779]
casualty-entry: Hartig, Edwin — Großweitzschen, Döbeln — gefallen. [497, 1573, 790, 1586]
casualty-entry: Nickels, Oskar — Ebersbach, Löbau — leicht verwundet. [47, 1485, 356, 1498]
casualty-entry: Winkler I, Paul — Leipzig-Volkmarsdorf — leicht verwundet. [497, 1823, 824, 1836]
casualty-entry: Wunderlich, Paul — Plauen i. V. — leicht verwundet. [47, 282, 331, 295]
casualty-entry: Böttger, Friedrich — Göppersdorf, Rochlitz — leicht verwundet. [47, 972, 394, 985]
casualty-entry: Berger, Martin — Leipzig — leicht verwundet. [47, 1001, 298, 1014]
casualty-entry: Baumgärtel, Karl — Leipzig, Reuß j. L. — gefallen. [47, 1280, 322, 1293]
casualty-entry: Schwabe, Wilhelm — Gollma, Delitzsch — gefallen. [497, 1426, 776, 1440]
casualty-entry: Breunung I, Karl — Auerbach i. V. — d. Unfall schwer verletzt. [948, 781, 1288, 794]
casualty-entry: Pfeifer, Curt — Schlunzig, Glauchau — gefallen. [47, 1015, 308, 1028]
casualty-entry: Berg, Richard — Böhlitz-Ehrenberg, Leipzig — schwer verwundet. [948, 443, 1310, 456]
casualty-entry: Haberkorn, Alfred — Oelsnitz i. Erzgeb., Stollberg — gefallen. [948, 1835, 1287, 1848]
casualty-entry: Gefr. Kurt Böhme — Seifen, Freiberg — leicht verwundet. [948, 1058, 1263, 1071]
casualty-entry: Preiß, Walter — Naunhof, Grimma — leicht verwundet. [497, 1353, 797, 1366]
